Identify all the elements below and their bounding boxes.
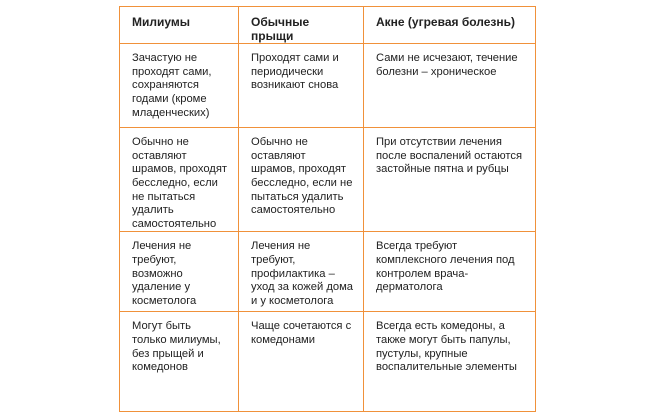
- table-cell: Зачастую не проходят сами, сохраняются годами (кроме младенческих): [120, 44, 239, 128]
- table-cell: Чаще сочетаются с комедонами: [239, 312, 364, 412]
- comparison-table: [119, 6, 536, 412]
- table-cell: При отсутствии лечения после воспалений остаются застойные пятна и рубцы: [364, 128, 536, 232]
- header-acne: Акне (угревая болезнь): [364, 7, 536, 44]
- table-cell: Сами не исчезают, течение болезни – хроническое: [364, 44, 536, 128]
- table-row: [120, 44, 536, 128]
- table-cell: Лечения не требуют, профилактика – уход за кожей дома и у косметолога: [239, 232, 364, 312]
- table-row: [120, 128, 536, 232]
- header-milia: Милиумы: [120, 7, 239, 44]
- table-cell: Обычно не оставляют шрамов, проходят бесследно, если не пытаться удалить самостоятельно: [239, 128, 364, 232]
- table-cell: Лечения не требуют, возможно удаление у косметолога: [120, 232, 239, 312]
- header-pimples: Обычные прыщи: [239, 7, 364, 44]
- table-cell: Могут быть только милиумы, без прыщей и комедонов: [120, 312, 239, 412]
- table-cell: Всегда требуют комплексного лечения под контролем врача-дерматолога: [364, 232, 536, 312]
- table-header-row: [120, 7, 536, 44]
- table-cell: Всегда есть комедоны, а также могут быть папулы, пустулы, крупные воспалительные элементы: [364, 312, 536, 412]
- table-cell: Обычно не оставляют шрамов, проходят бесследно, если не пытаться удалить самостоятельно: [120, 128, 239, 232]
- table-cell: Проходят сами и периодически возникают снова: [239, 44, 364, 128]
- table-row: [120, 312, 536, 412]
- table-row: [120, 232, 536, 312]
